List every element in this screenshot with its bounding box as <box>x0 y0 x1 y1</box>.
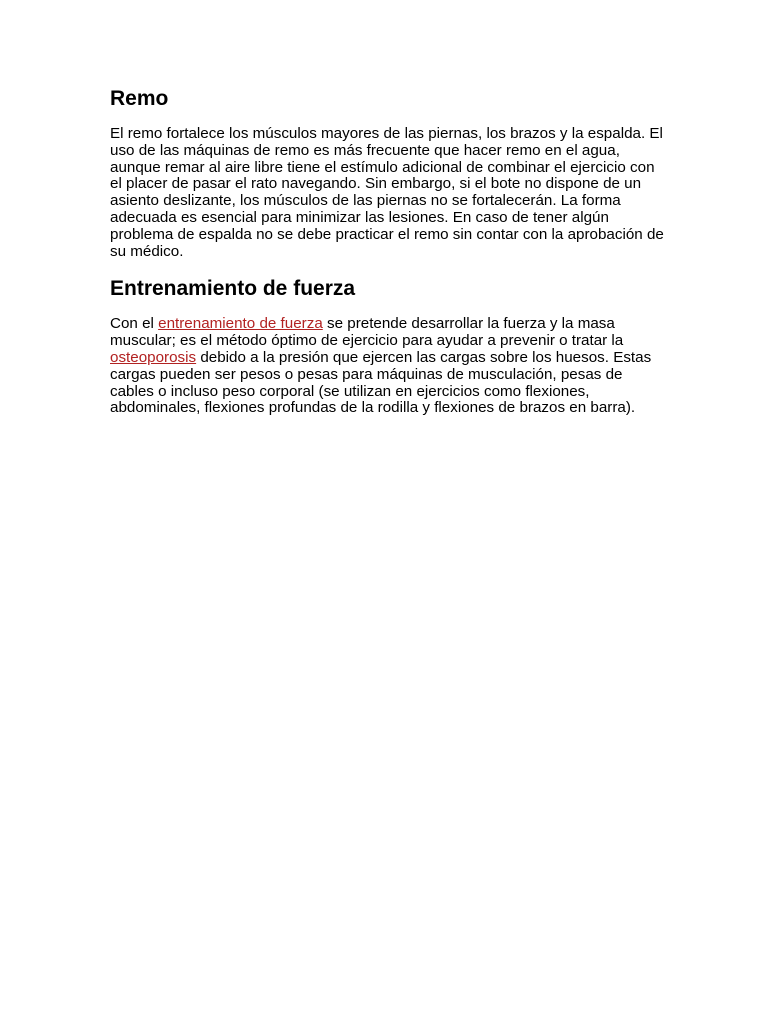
section-paragraph-remo: El remo fortalece los músculos mayores de las piernas, los brazos y la espalda. El uso de las máquinas de remo es más frecuente que hacer remo en el agua, aunque remar al aire libre tiene el estímulo adicional de combinar el ejercicio con el placer de pasar el rato navegando. Sin embargo, si el bote no dispone de un asiento deslizante, los músculos de las piernas no se fortalecerán. La forma adecuada es esencial para minimizar las lesiones. En caso de tener algún problema de espalda no se debe practicar el remo sin contar con la aprobación de su médico. <box>110 125 664 260</box>
paragraph-text: debido a la presión que ejercen las cargas sobre los huesos. Estas cargas pueden ser pesos o pesas para máquinas de musculación, pesas de cables o incluso peso corporal (se utilizan en ejercicios como flexiones, abdominales, flexiones profundas de la rodilla y flexiones de brazos en barra). <box>110 348 652 417</box>
document-page <box>110 86 670 417</box>
paragraph-text: Con el <box>110 315 159 333</box>
paragraph-text: se pretende desarrollar la fuerza y la masa muscular; es el método óptimo de ejercicio para ayudar a prevenir o tratar la <box>110 315 624 350</box>
section-paragraph-fuerza <box>110 316 670 417</box>
link-entrenamiento-de-fuerza[interactable]: entrenamiento de fuerza <box>158 315 323 333</box>
link-osteoporosis[interactable]: osteoporosis <box>110 348 197 366</box>
section-heading-remo: Remo <box>110 87 169 110</box>
section-heading-fuerza: Entrenamiento de fuerza <box>110 277 356 301</box>
